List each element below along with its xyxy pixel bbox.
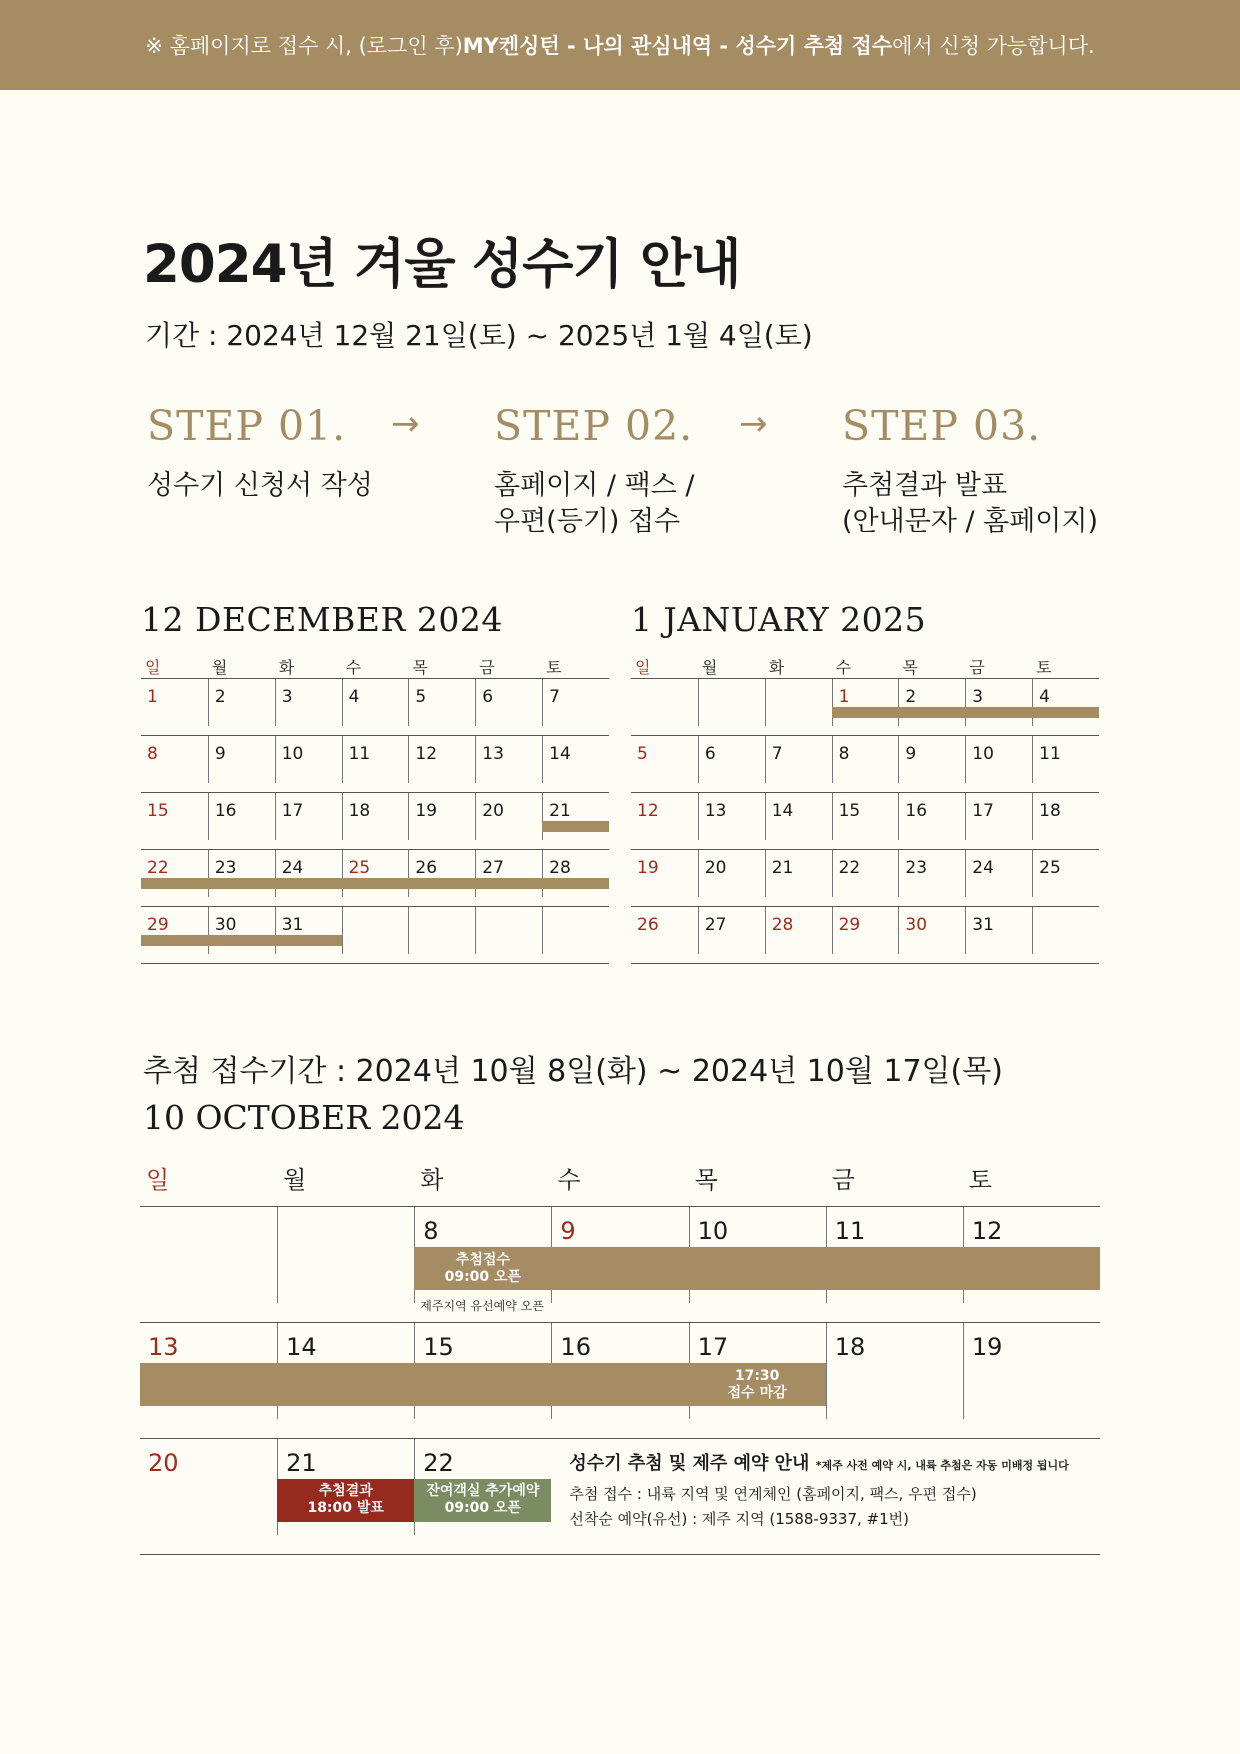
day-cell: 13: [698, 793, 765, 840]
day-cell: 13: [148, 1333, 179, 1361]
calendar-week: [141, 907, 609, 964]
weekday-label: 목: [412, 658, 428, 677]
reservation-info: [569, 1449, 1068, 1529]
weekday-label: 일: [146, 1166, 170, 1194]
day-cell: [475, 907, 542, 954]
october-calendar: [140, 1160, 1100, 1555]
day-cell: 3: [965, 679, 1032, 726]
day-cell: 9: [551, 1207, 688, 1303]
day-cell: 1: [147, 687, 158, 707]
calendar-grid: [141, 678, 609, 964]
day-cell: 20: [698, 850, 765, 897]
day-cell: 26: [637, 915, 659, 935]
weekday-label: 토: [968, 1166, 993, 1194]
day-cell: 2: [208, 679, 275, 726]
calendar-title: 12 DECEMBER 2024: [141, 600, 503, 639]
calendar-week: [631, 679, 1099, 736]
day-cell: 23: [208, 850, 275, 897]
weekday-label: 일: [145, 658, 161, 677]
calendar-week: [140, 1207, 1100, 1323]
peak-season-bar: [141, 935, 342, 946]
day-cell: 30: [898, 907, 965, 954]
weekday-label: 금: [831, 1166, 855, 1194]
arrow-icon: →: [391, 404, 420, 444]
day-cell: 27: [475, 850, 542, 897]
day-cell: 24: [275, 850, 342, 897]
day-cell: 17: [689, 1323, 826, 1419]
step-number: STEP 02.: [494, 402, 694, 450]
day-cell: 16: [551, 1323, 688, 1419]
day-cell: [631, 679, 698, 726]
day-cell: [765, 679, 832, 726]
calendar-week: [631, 850, 1099, 907]
day-cell: 14: [542, 736, 609, 783]
day-cell: [698, 679, 765, 726]
weekday-header: [141, 652, 609, 678]
december-calendar: [141, 600, 609, 964]
day-cell: 12: [963, 1207, 1100, 1303]
info-line: 추첨 접수 : 내륙 지역 및 연계체인 (홈페이지, 팩스, 우편 접수): [569, 1485, 977, 1503]
calendar-week: [141, 736, 609, 793]
day-cell: 24: [965, 850, 1032, 897]
day-cell: 16: [208, 793, 275, 840]
day-cell: 5: [637, 744, 648, 764]
weekday-header: [631, 652, 1099, 678]
open-note: 제주지역 유선예약 오픈: [420, 1299, 544, 1313]
day-cell: 18: [342, 793, 409, 840]
peak-season-bar: [542, 821, 609, 832]
day-cell: 8: [147, 744, 158, 764]
day-cell: 1: [832, 679, 899, 726]
day-cell: 17: [275, 793, 342, 840]
weekday-label: 화: [420, 1166, 444, 1194]
banner-path: MY켄싱턴 - 나의 관심내역 - 성수기 추첨 접수: [462, 34, 893, 58]
calendar-grid: [140, 1207, 1100, 1555]
calendar-week: [631, 907, 1099, 964]
day-cell: 7: [765, 736, 832, 783]
january-calendar: [631, 600, 1099, 964]
day-cell: 8: [832, 736, 899, 783]
day-cell: 16: [898, 793, 965, 840]
calendar-week: [141, 679, 609, 736]
banner-text-1: ※ 홈페이지로 접수 시, (로그인 후): [145, 34, 463, 58]
step-number: STEP 03.: [842, 402, 1042, 450]
day-cell: 10: [689, 1207, 826, 1303]
day-cell: 19: [408, 793, 475, 840]
october-title: 10 OCTOBER 2024: [143, 1098, 465, 1137]
info-title-text: 성수기 추첨 및 제주 예약 안내: [569, 1453, 810, 1474]
day-cell: 6: [475, 679, 542, 726]
day-cell: 9: [898, 736, 965, 783]
day-cell: [1032, 907, 1099, 954]
calendar-week: [141, 793, 609, 850]
weekday-label: 화: [278, 658, 295, 677]
day-cell: 30: [208, 907, 275, 954]
banner-text-2: 에서 신청 가능합니다.: [892, 34, 1095, 58]
calendar-week: [140, 1323, 1100, 1439]
step-3: [842, 402, 1098, 540]
day-cell: 7: [542, 679, 609, 726]
day-cell: [408, 907, 475, 954]
day-cell: 18: [826, 1323, 963, 1419]
info-subnote: *제주 사전 예약 시, 내륙 추첨은 자동 미배정 됩니다: [815, 1459, 1069, 1472]
notice-banner: [0, 0, 1240, 90]
day-cell: 27: [698, 907, 765, 954]
weekday-label: 토: [1036, 658, 1052, 677]
day-cell: 19: [637, 858, 659, 878]
day-cell: 6: [698, 736, 765, 783]
day-cell: 12: [637, 801, 659, 821]
day-cell: 11: [342, 736, 409, 783]
day-cell: 4: [342, 679, 409, 726]
day-cell: 21: [542, 793, 609, 840]
day-cell: 4: [1032, 679, 1099, 726]
weekday-label: 일: [635, 658, 651, 677]
day-cell: 15: [414, 1323, 551, 1419]
weekday-label: 목: [902, 658, 918, 677]
peak-season-bar: [832, 707, 1099, 718]
day-cell: 2: [898, 679, 965, 726]
day-cell: 10: [965, 736, 1032, 783]
day-cell: 13: [475, 736, 542, 783]
day-cell: 14: [765, 793, 832, 840]
day-cell: 22: [832, 850, 899, 897]
day-cell: 20: [148, 1449, 179, 1477]
weekday-label: 금: [479, 658, 495, 677]
weekday-label: 토: [546, 658, 562, 677]
day-cell: 11: [1032, 736, 1099, 783]
day-cell: 28: [765, 907, 832, 954]
season-period: 기간 : 2024년 12월 21일(토) ~ 2025년 1월 4일(토): [145, 319, 813, 352]
weekday-label: 수: [345, 658, 362, 677]
weekday-label: 월: [283, 1166, 307, 1194]
day-cell: 22: [147, 858, 169, 878]
day-cell: [277, 1207, 414, 1303]
day-cell: [140, 1207, 277, 1303]
day-cell: 11: [826, 1207, 963, 1303]
day-cell: 23: [898, 850, 965, 897]
day-cell: 9: [208, 736, 275, 783]
day-cell: 20: [475, 793, 542, 840]
day-cell: 17: [965, 793, 1032, 840]
weekday-label: 목: [694, 1166, 718, 1194]
info-title: [569, 1449, 1068, 1475]
calendar-week: [631, 736, 1099, 793]
day-cell: 3: [275, 679, 342, 726]
weekday-label: 월: [211, 658, 228, 677]
step-1: [147, 402, 373, 504]
close-label: 17:30 접수 마감: [727, 1368, 787, 1401]
day-cell: 25: [342, 850, 409, 897]
page-title: 2024년 겨울 성수기 안내: [143, 234, 741, 295]
extra-booking-tag: 잔여객실 추가예약 09:00 오픈: [414, 1479, 551, 1522]
day-cell: 14: [277, 1323, 414, 1419]
day-cell: 31: [275, 907, 342, 954]
arrow-icon: →: [739, 404, 768, 444]
recruit-period: 추첨 접수기간 : 2024년 10월 8일(화) ~ 2024년 10월 17일(목): [143, 1054, 1003, 1089]
day-cell: 29: [147, 915, 169, 935]
day-cell: [542, 907, 609, 954]
day-cell: 28: [542, 850, 609, 897]
day-cell: 25: [1032, 850, 1099, 897]
weekday-label: 월: [701, 658, 718, 677]
open-label: 추첨접수 09:00 오픈: [444, 1252, 522, 1285]
result-announcement-tag: 추첨결과 18:00 발표: [277, 1479, 414, 1522]
calendar-title: 1 JANUARY 2025: [631, 600, 927, 639]
calendar-week: [140, 1439, 1100, 1555]
day-cell: 22: [414, 1439, 551, 1535]
step-number: STEP 01.: [147, 402, 347, 450]
day-cell: 10: [275, 736, 342, 783]
weekday-label: 금: [969, 658, 985, 677]
day-cell: 21: [277, 1439, 414, 1535]
weekday-label: 화: [768, 658, 785, 677]
day-cell: 21: [765, 850, 832, 897]
weekday-label: 수: [557, 1166, 581, 1194]
step-description: 홈페이지 / 팩스 / 우편(등기) 접수: [494, 470, 695, 537]
day-cell: 31: [965, 907, 1032, 954]
day-cell: 26: [408, 850, 475, 897]
weekday-header: [140, 1160, 1100, 1207]
info-line: 선착순 예약(유선) : 제주 지역 (1588-9337, #1번): [569, 1510, 910, 1528]
day-cell: 29: [832, 907, 899, 954]
step-description: 추첨결과 발표 (안내문자 / 홈페이지): [842, 470, 1098, 537]
day-cell: 15: [147, 801, 169, 821]
day-cell: 15: [832, 793, 899, 840]
day-cell: 8: [414, 1207, 551, 1303]
day-cell: 18: [1032, 793, 1099, 840]
day-cell: 19: [963, 1323, 1100, 1419]
weekday-label: 수: [835, 658, 852, 677]
day-cell: 5: [408, 679, 475, 726]
step-2: [494, 402, 694, 540]
day-cell: 12: [408, 736, 475, 783]
calendar-grid: [631, 678, 1099, 964]
calendar-week: [141, 850, 609, 907]
step-description: 성수기 신청서 작성: [147, 470, 373, 501]
calendar-week: [631, 793, 1099, 850]
day-cell: [342, 907, 409, 954]
peak-season-bar: [141, 878, 609, 889]
